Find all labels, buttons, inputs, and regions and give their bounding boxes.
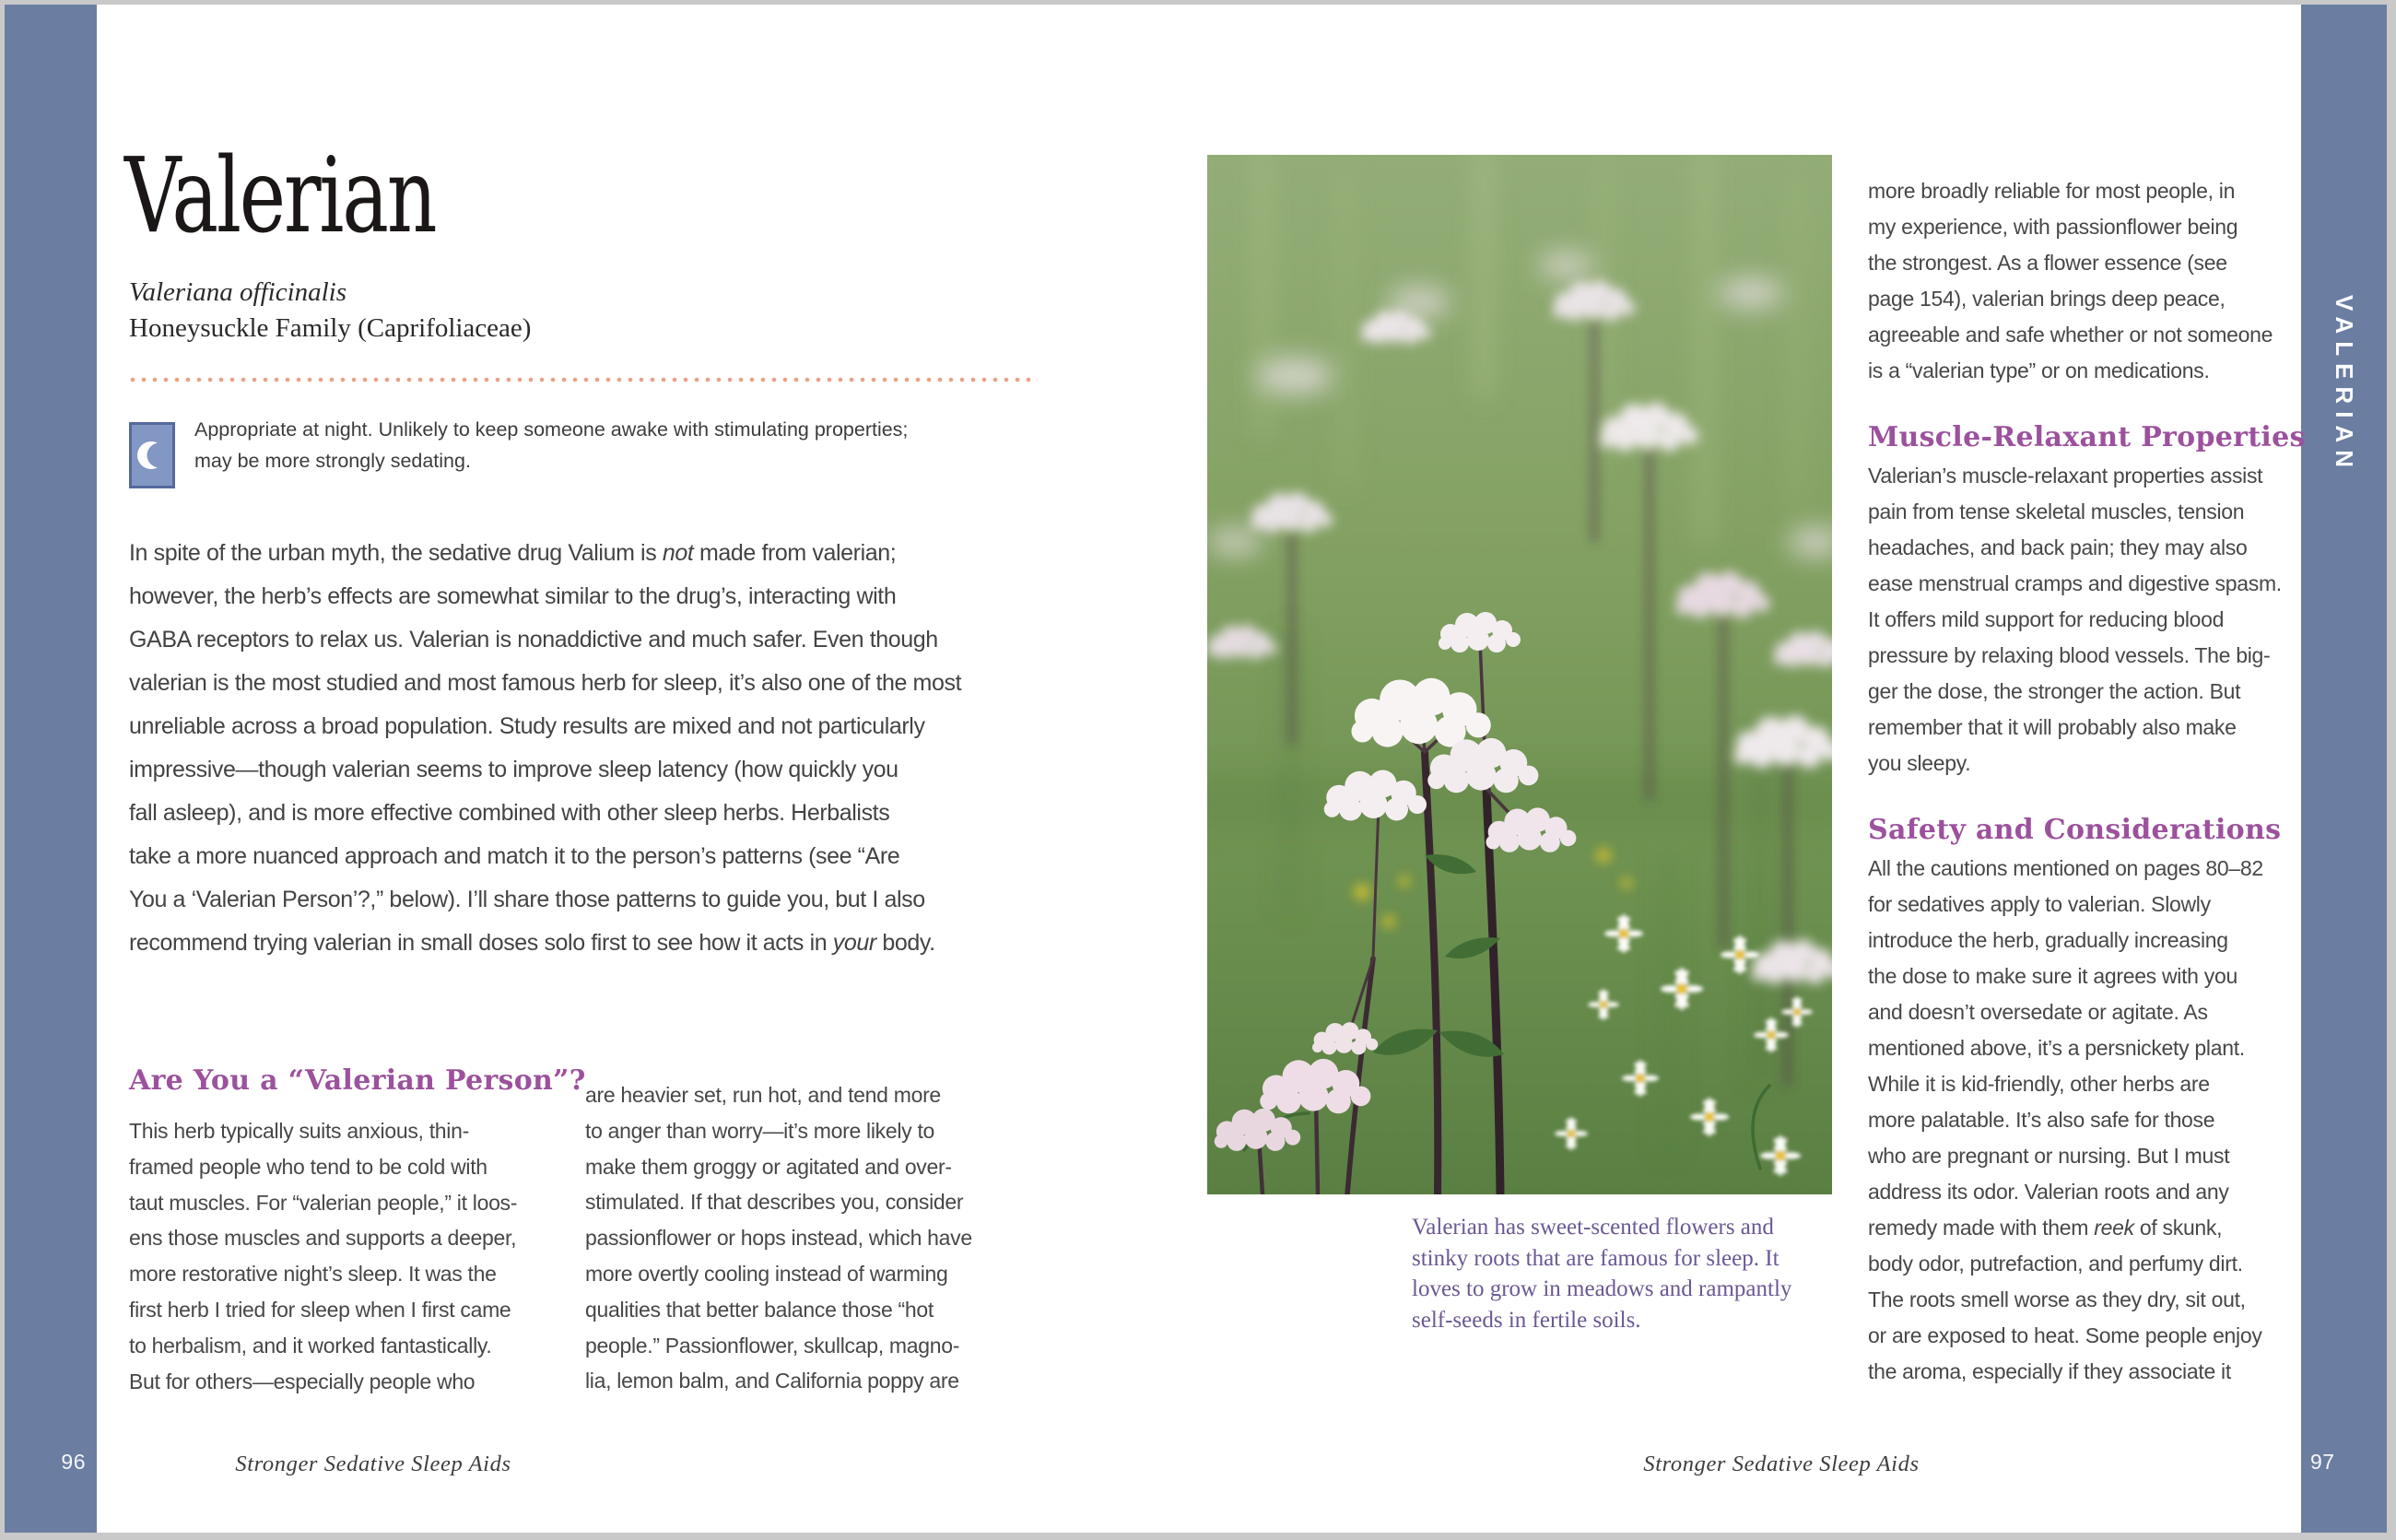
page-number-left: 96 (61, 1450, 86, 1474)
usage-note: Appropriate at night. Unlikely to keep someone awake with stimulating properties; may be more strongly sedating. (194, 418, 909, 472)
page-title: Valerian (124, 136, 436, 256)
valerian-person-column-left: This herb typically suits anxious, thin- framed people who tend to be cold with taut muscles. For “valerian people,” it loos- ens those muscles and supports a deeper, more restorative night’s sleep. It was the first herb I tried for sleep when I first came to herbalism, and it worked fantastically. But for others—especially people who (129, 1119, 518, 1393)
moon-icon (129, 422, 175, 488)
right-column-continued-text: more broadly reliable for most people, in my experience, with passionflower being the strongest. As a flower essence (see page 154), valerian brings deep peace, agreeable and safe whether or not someone is a “valerian type” or on medications. (1868, 179, 2273, 382)
left-page-edge-band (5, 5, 97, 1533)
running-footer-left: Stronger Sedative Sleep Aids (235, 1452, 511, 1476)
section-divider (127, 375, 1038, 384)
section-heading-safety: Safety and Considerations (1868, 814, 2282, 846)
page-number-right: 97 (2310, 1450, 2335, 1474)
page-surface (5, 5, 2387, 1533)
intro-paragraph: In spite of the urban myth, the sedative drug Valium is not made from valerian; however, the herb’s effects are somewhat similar to the drug’s, interacting with GABA receptors to relax us. Valerian is nonaddictive and much safer. Even though valerian is the most studied and most famous herb for sleep, it’s also one of the most unreliable across a broad population. Study results are mixed and not particularly impressive—though valerian seems to improve sleep latency (how quickly you fall asleep), and is more effective combined with other sleep herbs. Herbalists take a more nuanced approach and match it to the person’s patterns (see “Are You a ‘Valerian Person’?,” below). I’ll share those patterns to guide you, but I also recommend trying valerian in small doses solo first to see how it acts in your body. (129, 540, 962, 956)
latin-name: Valeriana officinalis (129, 277, 347, 307)
muscle-relaxant-paragraph: Valerian’s muscle-relaxant properties assist pain from tense skeletal muscles, tension headaches, and back pain; they may also ease menstrual cramps and digestive spasm. It offers mild support for reducing blood pressure by relaxing blood vessels. The big- ger the dose, the stronger the action. But remember that it will probably also make you sleepy. (1868, 464, 2282, 775)
chapter-tab-label: VALERIAN (2331, 295, 2358, 475)
chapter-tab (2301, 295, 2387, 475)
valerian-person-column-right: are heavier set, run hot, and tend more to anger than worry—it’s more likely to make them groggy or agitated and over- stimulated. If that describes you, consider passionflower or hops instead, which have more overtly cooling instead of warming qualities that better balance those “hot people.” Passionflower, skullcap, magno- lia, lemon balm, and California poppy are (585, 1083, 972, 1393)
running-footer-right: Stronger Sedative Sleep Aids (1643, 1452, 1920, 1476)
safety-paragraph: All the cautions mentioned on pages 80–82 for sedatives apply to valerian. Slowly introduce the herb, gradually increasing the dose to make sure it agrees with you and doesn’t oversedate or agitate. As mentioned above, it’s a persnickety plant. While it is kid-friendly, other herbs are more palatable. It’s also safe for those who are pregnant or nursing. But I must address its odor. Valerian roots and any remedy made with them reek of skunk, body odor, putrefaction, and perfumy dirt. The roots smell worse as they dry, sit out, or are exposed to heat. Some people enjoy the aroma, especially if they associate it (1868, 856, 2263, 1383)
section-heading-valerian-person: Are You a “Valerian Person”? (129, 1064, 586, 1097)
valerian-photo (1207, 155, 1832, 1194)
family-name: Honeysuckle Family (Caprifoliaceae) (129, 313, 532, 343)
right-page-edge-band (2301, 5, 2387, 1533)
photo-caption: Valerian has sweet-scented flowers and stinky roots that are famous for sleep. It loves to grow in meadows and rampantly self-seeds in fertile soils. (1412, 1215, 1792, 1333)
section-heading-muscle-relaxant: Muscle-Relaxant Properties (1868, 421, 2306, 453)
